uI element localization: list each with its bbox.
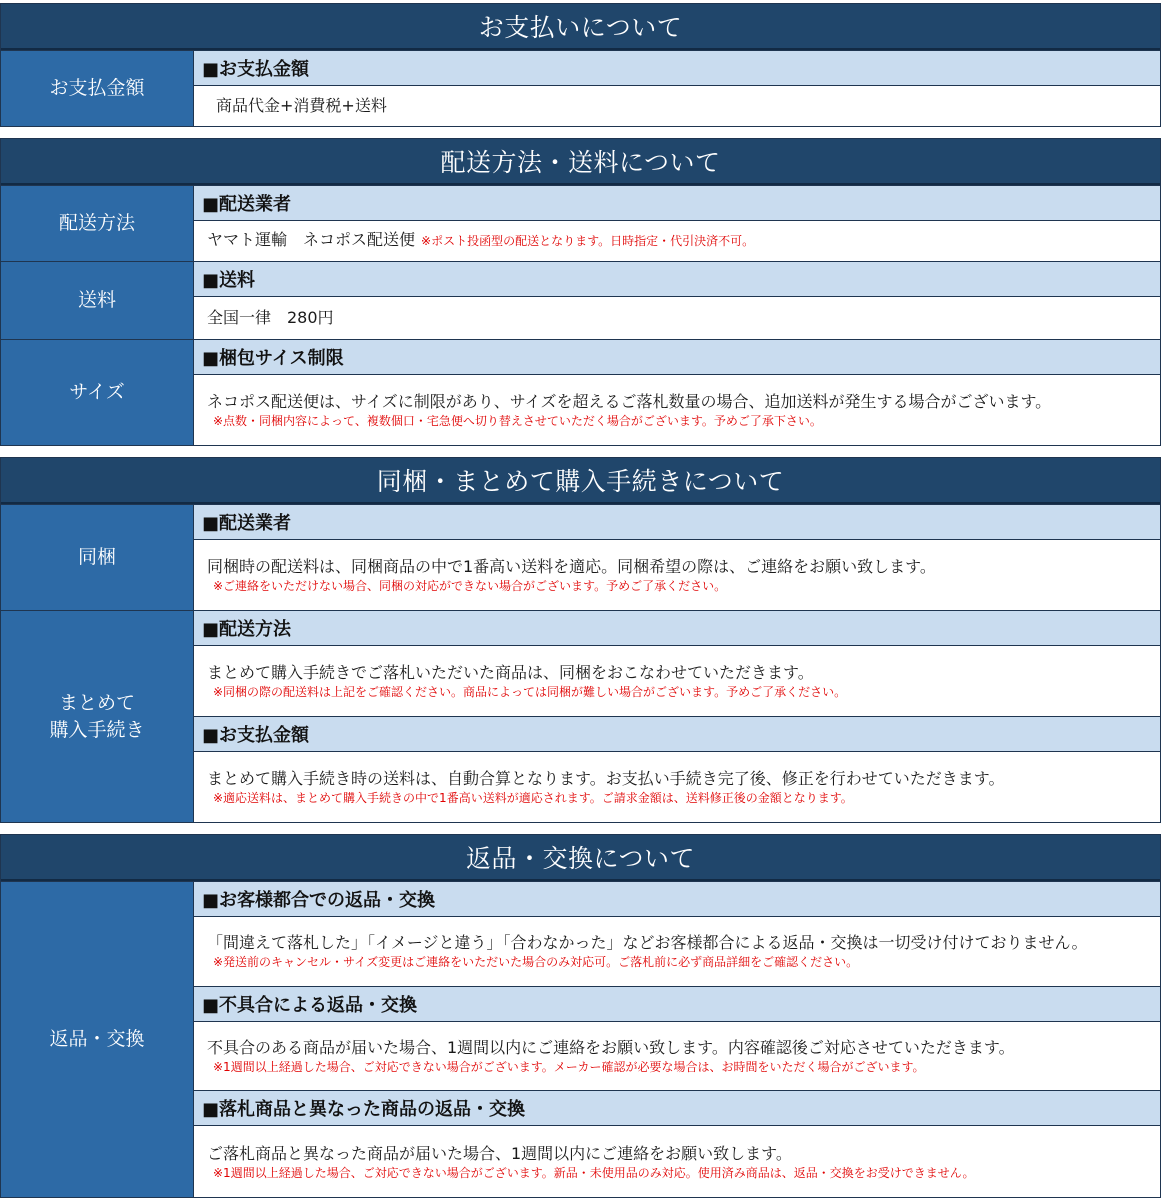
body-text: ご落札商品と異なった商品が届いた場合、1週間以内にご連絡をお願い致します。 [207,1143,792,1163]
sub-title: ■配送方法 [194,611,1160,646]
table-row [1,610,1160,822]
row-label: 配送方法 [1,186,194,261]
note-text: ※適応送料は、まとめて購入手続きの中で1番高い送料が適応されます。ご請求金額は、送料修正後の金額となります。 [213,791,853,805]
sub-title: ■配送業者 [194,505,1160,540]
table-row [1,339,1160,445]
note-text: ※ご連絡をいただけない場合、同梱の対応ができない場合がございます。予めご了承ください。 [213,579,727,593]
table-row [1,185,1160,261]
sub-title: ■お支払金額 [194,51,1160,86]
body-text: まとめて購入手続きでご落札いただいた商品は、同梱をおこなわせていただきます。 [207,663,814,682]
row-label [1,611,194,822]
returns-section [0,834,1161,1198]
table-row [1,881,1160,1197]
body-text: 商品代金+消費税+送料 [216,95,387,115]
table-row [1,504,1160,610]
inline-note: ※ポスト投函型の配送となります。日時指定・代引決済不可。 [421,234,755,248]
sub-title: ■配送業者 [194,186,1160,221]
note-text: ※同梱の際の配送料は上記をご確認ください。商品によっては同梱が難しい場合がございます。予めご了承ください。 [213,685,847,699]
section-title: 同梱・まとめて購入手続きについて [1,458,1160,504]
shipping-section [0,138,1161,446]
table-row [1,261,1160,339]
row-label: 返品・交換 [1,882,194,1197]
sub-title: ■不具合による返品・交換 [194,987,1160,1022]
section-title: お支払いについて [1,4,1160,50]
body-text: ネコポス配送便は、サイズに制限があり、サイズを超えるご落札数量の場合、追加送料が発生する場合がございます。 [207,392,1052,411]
row-label-line: まとめて [58,691,135,714]
note-text: ※1週間以上経過した場合、ご対応できない場合がございます。メーカー確認が必要な場合は、お時間をいただく場合がございます。 [213,1059,925,1074]
body-text: 「間違えて落札した」「イメージと違う」「合わなかった」などお客様都合による返品・交換は一切受け付けておりません。 [207,933,1088,953]
sub-title: ■落札商品と異なった商品の返品・交換 [194,1091,1160,1126]
sub-title: ■梱包サイス制限 [194,340,1160,375]
row-label-line: 購入手続き [49,718,145,741]
section-title: 返品・交換について [1,835,1160,881]
note-text: ※発送前のキャンセル・サイズ変更はご連絡をいただいた場合のみ対応可。ご落札前に必ず商品詳細をご確認ください。 [213,955,859,970]
sub-title: ■お客様都合での返品・交換 [194,882,1160,917]
body-text: 不具合のある商品が届いた場合、1週間以内にご連絡をお願い致します。内容確認後ご対応させていただきます。 [207,1037,1015,1057]
row-label: 送料 [1,262,194,339]
note-text: ※点数・同梱内容によって、複数個口・宅急便へ切り替えさせていただく場合がございます。予めご了承下さい。 [213,414,822,428]
row-label: お支払金額 [1,51,194,126]
body-text: 同梱時の配送料は、同梱商品の中で1番高い送料を適応。同梱希望の際は、ご連絡をお願い致します。 [207,557,936,576]
body-text: まとめて購入手続き時の送料は、自動合算となります。お支払い手続き完了後、修正を行わせていただきます。 [207,769,1005,788]
body-text: ヤマト運輸 ネコポス配送便 [207,230,416,249]
bundle-section [0,457,1161,823]
section-title: 配送方法・送料について [1,139,1160,185]
row-label: サイズ [1,340,194,445]
row-label: 同梱 [1,505,194,610]
payment-section [0,3,1161,127]
body-text: 全国一律 280円 [207,308,334,327]
sub-title: ■送料 [194,262,1160,297]
sub-title: ■お支払金額 [194,717,1160,752]
table-row [1,50,1160,126]
note-text: ※1週間以上経過した場合、ご対応できない場合がございます。新品・未使用品のみ対応。使用済み商品は、返品・交換をお受けできません。 [213,1165,975,1180]
